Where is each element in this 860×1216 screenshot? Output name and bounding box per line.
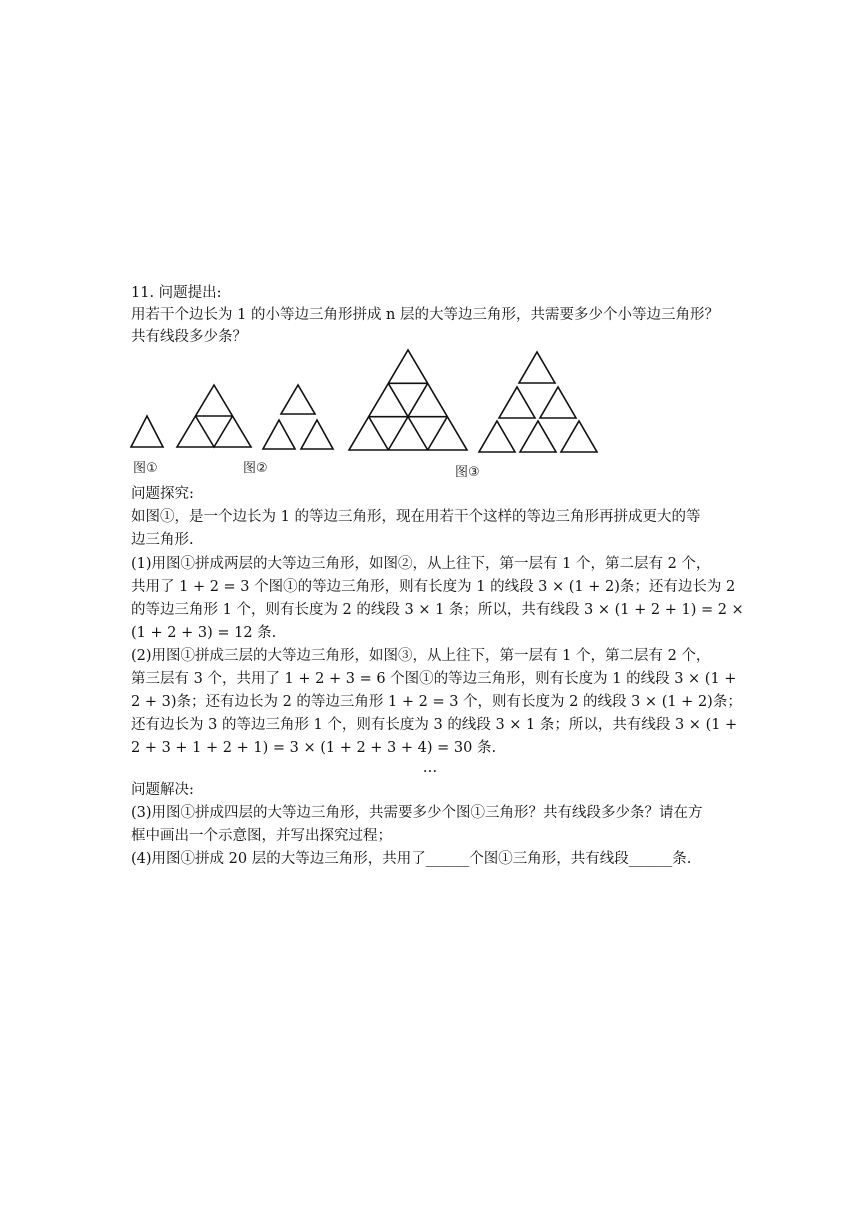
ellipsis: …	[422, 760, 438, 776]
solution-heading: 问题解决:	[131, 782, 194, 798]
question-3-line-1: (3)用图①拼成四层的大等边三角形，共需要多少个图①三角形？共有线段多少条？请在方	[131, 805, 703, 821]
figure-1-triangle	[131, 416, 163, 447]
intro-line-1: 如图①，是一个边长为 1 的等边三角形，现在用若干个这样的等边三角形再拼成更大的等	[131, 509, 701, 525]
figure-3-exploded	[479, 352, 597, 452]
figure-2-assembled	[177, 385, 251, 447]
figure-3-assembled	[349, 350, 467, 450]
exploration-heading: 问题探究:	[131, 486, 194, 502]
figure-2-label: 图②	[243, 461, 268, 476]
part-1-line-3: 的等边三角形 1 个，则有长度为 2 的线段 3 × 1 条；所以，共有线段 3 × (1 + 2 + 1) = 2 ×	[131, 602, 744, 618]
part-2-line-2: 第三层有 3 个，共用了 1 + 2 + 3 = 6 个图①的等边三角形，则有长度为 1 的线段 3 × (1 +	[131, 671, 737, 687]
problem-number: 11.	[131, 285, 155, 301]
part-1-line-1: (1)用图①拼成两层的大等边三角形，如图②，从上往下，第一层有 1 个，第二层有 2 个，	[131, 556, 711, 572]
part-2-line-4: 还有边长为 3 的等边三角形 1 个，则有长度为 3 的线段 3 × 1 条；所以，共有线段 3 × (1 +	[131, 717, 738, 733]
figure-3-label: 图③	[455, 465, 480, 480]
figure-1-label: 图①	[133, 461, 158, 476]
part-2-line-1: (2)用图①拼成三层的大等边三角形，如图③，从上往下，第一层有 1 个，第二层有 2 个，	[131, 648, 711, 664]
part-2-line-3: 2 + 3)条；还有边长为 2 的等边三角形 1 + 2 = 3 个，则有长度为 2 的线段 3 × (1 + 2)条；	[131, 694, 742, 710]
triangle-figures	[125, 345, 610, 455]
part-2-line-5: 2 + 3 + 1 + 2 + 1) = 3 × (1 + 2 + 3 + 4) = 30 条.	[131, 740, 497, 756]
problem-heading-text: 问题提出:	[158, 285, 222, 301]
figure-2-exploded	[263, 385, 333, 449]
question-3-line-2: 框中画出一个示意图，并写出探究过程；	[131, 828, 392, 844]
question-4-line-1: (4)用图①拼成 20 层的大等边三角形，共用了______个图①三角形，共有线段______条.	[131, 851, 692, 867]
part-1-line-2: 共用了 1 + 2 = 3 个图①的等边三角形，则有长度为 1 的线段 3 × (1 + 2)条；还有边长为 2	[131, 579, 736, 595]
question-line-1: 用若干个边长为 1 的小等边三角形拼成 n 层的大等边三角形，共需要多少个小等边三角形？	[131, 307, 719, 323]
part-1-line-4: (1 + 2 + 3) = 12 条.	[131, 625, 277, 641]
intro-line-2: 边三角形.	[131, 532, 194, 548]
question-line-2: 共有线段多少条？	[131, 329, 247, 345]
problem-heading	[131, 282, 741, 304]
